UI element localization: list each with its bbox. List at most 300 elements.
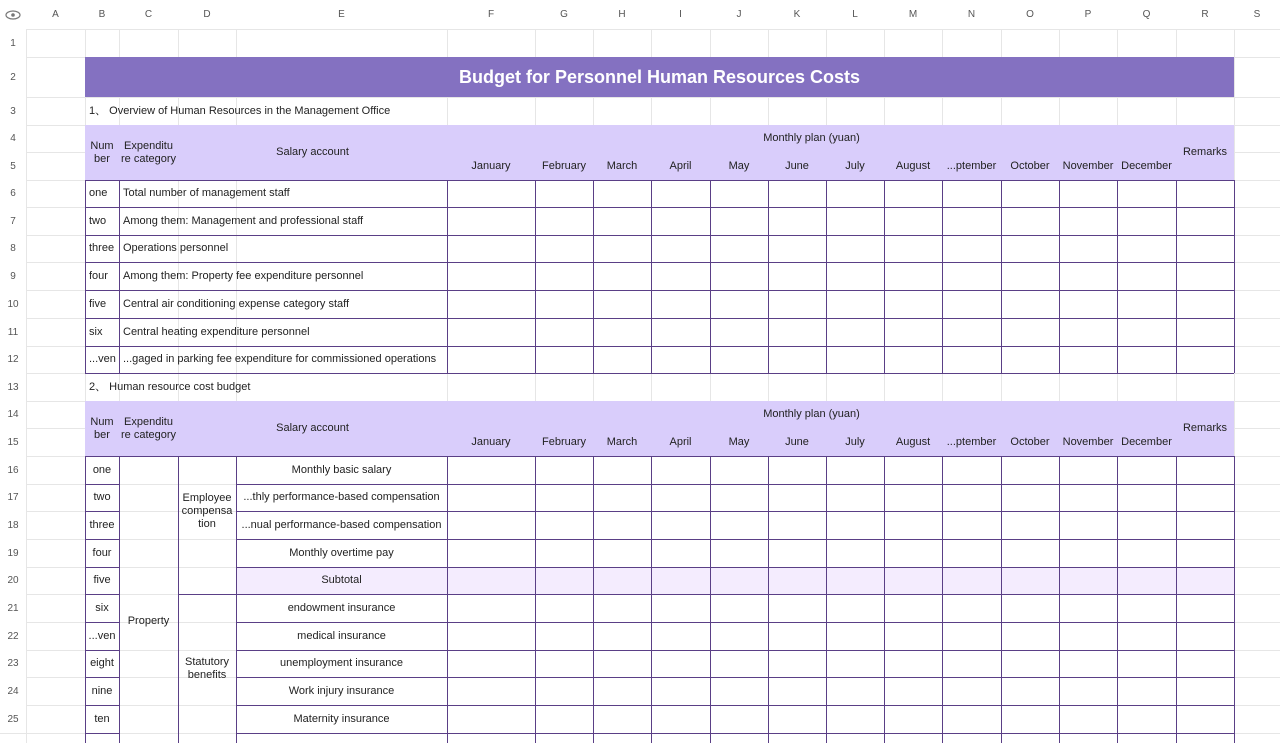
overview-cell[interactable] (1059, 180, 1117, 207)
overview-cell[interactable] (447, 318, 535, 346)
overview-cell[interactable] (1117, 207, 1176, 235)
budget-cell[interactable] (826, 705, 884, 733)
budget-row-label[interactable]: Monthly overtime pay (289, 546, 394, 559)
row-header-4[interactable]: 4 (0, 125, 26, 152)
budget-month-2[interactable]: February (541, 435, 587, 448)
budget-cell[interactable] (884, 677, 942, 705)
overview-cell[interactable] (826, 180, 884, 207)
overview-cell[interactable] (768, 235, 826, 262)
column-header-a[interactable]: A (26, 0, 85, 29)
budget-cell[interactable] (535, 594, 593, 622)
budget-cell[interactable] (1176, 677, 1234, 705)
budget-cell[interactable] (710, 484, 768, 511)
overview-cell[interactable] (1117, 235, 1176, 262)
overview-cell[interactable] (1176, 180, 1234, 207)
budget-row-number[interactable]: ...ven (88, 629, 116, 642)
budget-cell[interactable] (651, 539, 710, 567)
budget-cell[interactable] (942, 650, 1001, 677)
column-header-b[interactable]: B (85, 0, 119, 29)
overview-cell[interactable] (768, 262, 826, 290)
budget-row-label[interactable]: ...nual performance-based compensation (241, 518, 442, 531)
budget-cell[interactable] (651, 677, 710, 705)
overview-row-number[interactable]: four (89, 269, 108, 282)
overview-cell[interactable] (1176, 262, 1234, 290)
row-header-9[interactable]: 9 (0, 262, 26, 290)
row-header-2[interactable]: 2 (0, 57, 26, 97)
budget-cell[interactable] (651, 456, 710, 484)
overview-row-number[interactable]: ...ven (89, 353, 116, 365)
overview-cell[interactable] (651, 318, 710, 346)
column-header-h[interactable]: H (593, 0, 651, 29)
row-header-7[interactable]: 7 (0, 207, 26, 235)
overview-month-9[interactable]: ...ptember (946, 159, 997, 172)
overview-cell[interactable] (1117, 290, 1176, 318)
overview-cell[interactable] (942, 180, 1001, 207)
budget-cell[interactable] (942, 594, 1001, 622)
budget-cell[interactable] (447, 456, 535, 484)
budget-cell[interactable] (1176, 539, 1234, 567)
budget-cell[interactable] (593, 567, 651, 594)
budget-cell[interactable] (884, 511, 942, 539)
overview-cell[interactable] (593, 235, 651, 262)
budget-cell[interactable] (710, 677, 768, 705)
row-header-18[interactable]: 18 (0, 511, 26, 539)
budget-cell[interactable] (535, 677, 593, 705)
budget-row-label[interactable]: Monthly basic salary (291, 463, 392, 476)
column-header-g[interactable]: G (535, 0, 593, 29)
row-header-14[interactable]: 14 (0, 401, 26, 428)
budget-cell[interactable] (535, 705, 593, 733)
budget-category-header[interactable]: Expenditu re category (120, 415, 177, 441)
overview-cell[interactable] (593, 262, 651, 290)
overview-row-number[interactable]: six (89, 325, 103, 338)
budget-cell[interactable] (884, 705, 942, 733)
overview-cell[interactable] (1176, 235, 1234, 262)
budget-row-label[interactable]: endowment insurance (287, 601, 396, 614)
budget-row-label[interactable]: medical insurance (297, 629, 386, 642)
budget-cell[interactable] (826, 567, 884, 594)
overview-cell[interactable] (942, 318, 1001, 346)
budget-cell[interactable] (447, 511, 535, 539)
budget-cell[interactable] (447, 484, 535, 511)
budget-month-4[interactable]: April (669, 435, 692, 448)
column-header-n[interactable]: N (942, 0, 1001, 29)
overview-cell[interactable] (884, 235, 942, 262)
overview-category-header[interactable]: Expenditu re category (120, 139, 177, 165)
budget-cell[interactable] (1001, 484, 1059, 511)
budget-cell[interactable] (826, 677, 884, 705)
budget-cell[interactable] (942, 511, 1001, 539)
budget-cell[interactable] (1176, 650, 1234, 677)
budget-cell[interactable] (1176, 705, 1234, 733)
budget-month-3[interactable]: March (606, 435, 638, 448)
budget-cell[interactable] (1117, 484, 1176, 511)
budget-cell[interactable] (942, 456, 1001, 484)
budget-month-9[interactable]: ...ptember (946, 435, 997, 448)
budget-cell[interactable] (535, 539, 593, 567)
overview-cell[interactable] (651, 207, 710, 235)
budget-cell[interactable] (942, 539, 1001, 567)
column-header-s[interactable]: S (1234, 0, 1280, 29)
budget-cell[interactable] (884, 539, 942, 567)
overview-month-5[interactable]: May (728, 159, 750, 172)
budget-month-7[interactable]: July (845, 435, 865, 448)
budget-cell[interactable] (768, 484, 826, 511)
budget-cell[interactable] (768, 650, 826, 677)
overview-cell[interactable] (535, 207, 593, 235)
budget-cell[interactable] (1059, 677, 1117, 705)
overview-cell[interactable] (884, 207, 942, 235)
overview-cell[interactable] (535, 262, 593, 290)
budget-cell[interactable] (535, 567, 593, 594)
budget-cell[interactable] (1176, 594, 1234, 622)
budget-row-number[interactable]: five (93, 574, 111, 586)
overview-cell[interactable] (535, 235, 593, 262)
overview-cell[interactable] (1001, 180, 1059, 207)
overview-cell[interactable] (1176, 290, 1234, 318)
budget-cell[interactable] (1059, 567, 1117, 594)
overview-month-11[interactable]: November (1062, 159, 1114, 172)
row-header-12[interactable]: 12 (0, 346, 26, 373)
overview-cell[interactable] (942, 346, 1001, 373)
row-header-20[interactable]: 20 (0, 567, 26, 594)
overview-month-1[interactable]: January (471, 159, 511, 172)
budget-cell[interactable] (826, 484, 884, 511)
budget-cell[interactable] (593, 594, 651, 622)
budget-cell[interactable] (884, 567, 942, 594)
section-2-label[interactable]: 2、 Human resource cost budget (89, 380, 251, 393)
budget-cell[interactable] (1117, 456, 1176, 484)
budget-cell[interactable] (826, 622, 884, 650)
budget-cell[interactable] (1059, 705, 1117, 733)
row-header-22[interactable]: 22 (0, 622, 26, 650)
row-header-8[interactable]: 8 (0, 235, 26, 262)
overview-cell[interactable] (710, 290, 768, 318)
overview-monthly-plan-header[interactable]: Monthly plan (yuan) (763, 132, 860, 144)
budget-cell[interactable] (1059, 511, 1117, 539)
section-1-label[interactable]: 1、 Overview of Human Resources in the Management Office (89, 104, 391, 117)
budget-cell[interactable] (593, 650, 651, 677)
budget-cell[interactable] (651, 511, 710, 539)
budget-cell[interactable] (535, 511, 593, 539)
overview-row-number[interactable]: five (89, 297, 107, 310)
budget-cell[interactable] (1059, 456, 1117, 484)
overview-cell[interactable] (710, 207, 768, 235)
overview-salary-account-header[interactable]: Salary account (276, 146, 349, 158)
budget-cell[interactable] (651, 484, 710, 511)
budget-cell[interactable] (535, 622, 593, 650)
budget-cell[interactable] (651, 650, 710, 677)
overview-cell[interactable] (1059, 262, 1117, 290)
budget-cell[interactable] (942, 622, 1001, 650)
overview-cell[interactable] (826, 318, 884, 346)
budget-month-1[interactable]: January (471, 435, 511, 448)
overview-remarks-header[interactable]: Remarks (1182, 146, 1227, 158)
budget-row-label[interactable]: Work injury insurance (288, 684, 395, 697)
overview-cell[interactable] (768, 346, 826, 373)
budget-month-10[interactable]: October (1010, 435, 1050, 448)
overview-cell[interactable] (1117, 346, 1176, 373)
overview-cell[interactable] (651, 262, 710, 290)
overview-cell[interactable] (710, 180, 768, 207)
budget-month-6[interactable]: June (785, 435, 809, 448)
budget-cell[interactable] (1001, 511, 1059, 539)
budget-cell[interactable] (768, 511, 826, 539)
budget-cell[interactable] (1059, 622, 1117, 650)
budget-cell[interactable] (593, 484, 651, 511)
budget-cell[interactable] (1176, 484, 1234, 511)
overview-row-label[interactable]: Among them: Property fee expenditure personnel (123, 269, 364, 282)
overview-cell[interactable] (1117, 318, 1176, 346)
budget-cell[interactable] (1117, 622, 1176, 650)
overview-cell[interactable] (884, 262, 942, 290)
overview-cell[interactable] (1059, 346, 1117, 373)
overview-cell[interactable] (1117, 180, 1176, 207)
overview-cell[interactable] (651, 290, 710, 318)
row-header-17[interactable]: 17 (0, 484, 26, 511)
budget-cell[interactable] (1117, 567, 1176, 594)
overview-cell[interactable] (710, 262, 768, 290)
overview-cell[interactable] (535, 290, 593, 318)
budget-cell[interactable] (447, 594, 535, 622)
column-header-p[interactable]: P (1059, 0, 1117, 29)
budget-cell[interactable] (1117, 511, 1176, 539)
budget-cell[interactable] (535, 484, 593, 511)
budget-cell[interactable] (884, 456, 942, 484)
budget-cell[interactable] (768, 622, 826, 650)
row-header-23[interactable]: 23 (0, 650, 26, 677)
budget-cell[interactable] (768, 567, 826, 594)
row-header-5[interactable]: 5 (0, 152, 26, 180)
row-header-19[interactable]: 19 (0, 539, 26, 567)
overview-month-2[interactable]: February (541, 159, 587, 172)
row-header-10[interactable]: 10 (0, 290, 26, 318)
budget-cell[interactable] (710, 567, 768, 594)
overview-row-label[interactable]: ...gaged in parking fee expenditure for commissioned operations (123, 353, 437, 365)
overview-cell[interactable] (1059, 207, 1117, 235)
budget-row-number[interactable]: eight (90, 657, 114, 669)
overview-cell[interactable] (1001, 346, 1059, 373)
budget-cell[interactable] (1001, 677, 1059, 705)
overview-cell[interactable] (942, 235, 1001, 262)
budget-cell[interactable] (1117, 705, 1176, 733)
group-statutory-benefits[interactable]: Statutory benefits (184, 655, 230, 681)
column-header-r[interactable]: R (1176, 0, 1234, 29)
budget-month-11[interactable]: November (1062, 435, 1114, 448)
overview-cell[interactable] (884, 290, 942, 318)
budget-cell[interactable] (447, 567, 535, 594)
overview-cell[interactable] (1001, 207, 1059, 235)
overview-cell[interactable] (1176, 346, 1234, 373)
budget-cell[interactable] (1001, 539, 1059, 567)
overview-cell[interactable] (710, 235, 768, 262)
budget-cell[interactable] (884, 484, 942, 511)
budget-row-label[interactable]: ...thly performance-based compensation (243, 491, 440, 503)
overview-cell[interactable] (710, 346, 768, 373)
budget-cell[interactable] (768, 456, 826, 484)
column-header-l[interactable]: L (826, 0, 884, 29)
budget-row-label[interactable]: Maternity insurance (293, 712, 390, 725)
overview-month-10[interactable]: October (1010, 159, 1050, 172)
overview-row-label[interactable]: Operations personnel (123, 242, 229, 254)
category-property[interactable]: Property (127, 614, 170, 627)
overview-cell[interactable] (593, 207, 651, 235)
row-header-16[interactable]: 16 (0, 456, 26, 484)
budget-cell[interactable] (710, 594, 768, 622)
budget-cell[interactable] (651, 622, 710, 650)
overview-cell[interactable] (768, 318, 826, 346)
budget-cell[interactable] (1001, 567, 1059, 594)
overview-cell[interactable] (651, 346, 710, 373)
overview-cell[interactable] (1001, 262, 1059, 290)
overview-cell[interactable] (447, 180, 535, 207)
budget-cell[interactable] (1117, 539, 1176, 567)
row-header-13[interactable]: 13 (0, 373, 26, 401)
overview-cell[interactable] (768, 180, 826, 207)
budget-row-number[interactable]: one (92, 463, 112, 476)
overview-cell[interactable] (535, 346, 593, 373)
overview-row-number[interactable]: one (89, 187, 108, 199)
budget-cell[interactable] (1001, 622, 1059, 650)
overview-cell[interactable] (826, 290, 884, 318)
overview-cell[interactable] (593, 290, 651, 318)
budget-cell[interactable] (447, 539, 535, 567)
budget-month-5[interactable]: May (728, 435, 750, 448)
budget-cell[interactable] (1059, 594, 1117, 622)
overview-cell[interactable] (884, 346, 942, 373)
budget-month-8[interactable]: August (895, 435, 931, 448)
budget-row-number[interactable]: four (92, 546, 112, 559)
column-header-j[interactable]: J (710, 0, 768, 29)
overview-row-number[interactable]: two (89, 214, 107, 227)
budget-cell[interactable] (826, 650, 884, 677)
budget-cell[interactable] (447, 622, 535, 650)
overview-cell[interactable] (942, 290, 1001, 318)
overview-cell[interactable] (826, 262, 884, 290)
row-header-15[interactable]: 15 (0, 428, 26, 456)
column-header-d[interactable]: D (178, 0, 236, 29)
budget-cell[interactable] (651, 567, 710, 594)
budget-row-number[interactable]: nine (91, 684, 113, 697)
budget-cell[interactable] (710, 705, 768, 733)
budget-cell[interactable] (1001, 705, 1059, 733)
budget-number-header[interactable]: Num ber (90, 415, 114, 441)
overview-cell[interactable] (826, 346, 884, 373)
column-header-m[interactable]: M (884, 0, 942, 29)
budget-cell[interactable] (1176, 456, 1234, 484)
budget-monthly-plan-header[interactable]: Monthly plan (yuan) (763, 408, 860, 420)
overview-cell[interactable] (768, 290, 826, 318)
overview-cell[interactable] (1059, 290, 1117, 318)
column-header-o[interactable]: O (1001, 0, 1059, 29)
budget-cell[interactable] (1117, 650, 1176, 677)
overview-cell[interactable] (447, 346, 535, 373)
budget-cell[interactable] (884, 622, 942, 650)
column-header-q[interactable]: Q (1117, 0, 1176, 29)
budget-cell[interactable] (1176, 511, 1234, 539)
overview-cell[interactable] (447, 290, 535, 318)
budget-cell[interactable] (1059, 484, 1117, 511)
overview-cell[interactable] (447, 235, 535, 262)
overview-cell[interactable] (1176, 318, 1234, 346)
column-header-c[interactable]: C (119, 0, 178, 29)
budget-cell[interactable] (1117, 677, 1176, 705)
overview-cell[interactable] (1176, 207, 1234, 235)
budget-cell[interactable] (447, 650, 535, 677)
overview-row-label[interactable]: Total number of management staff (123, 187, 290, 199)
budget-cell[interactable] (593, 511, 651, 539)
overview-month-7[interactable]: July (845, 159, 865, 172)
overview-cell[interactable] (1059, 318, 1117, 346)
budget-cell[interactable] (447, 705, 535, 733)
overview-row-label[interactable]: Central heating expenditure personnel (123, 325, 310, 338)
budget-cell[interactable] (651, 705, 710, 733)
budget-cell[interactable] (1001, 594, 1059, 622)
budget-cell[interactable] (1001, 456, 1059, 484)
budget-cell[interactable] (710, 650, 768, 677)
overview-cell[interactable] (651, 180, 710, 207)
column-header-f[interactable]: F (447, 0, 535, 29)
overview-cell[interactable] (1001, 235, 1059, 262)
overview-cell[interactable] (651, 235, 710, 262)
group-employee-compensation[interactable]: Employee compensa tion (181, 492, 233, 530)
budget-row-number[interactable]: six (95, 601, 109, 614)
budget-cell[interactable] (942, 484, 1001, 511)
budget-cell[interactable] (1059, 650, 1117, 677)
overview-cell[interactable] (1001, 290, 1059, 318)
budget-cell[interactable] (1176, 567, 1234, 594)
budget-remarks-header[interactable]: Remarks (1182, 422, 1227, 434)
overview-cell[interactable] (884, 180, 942, 207)
overview-cell[interactable] (826, 235, 884, 262)
overview-cell[interactable] (1001, 318, 1059, 346)
overview-row-label[interactable]: Central air conditioning expense category staff (123, 297, 350, 310)
overview-cell[interactable] (826, 207, 884, 235)
overview-cell[interactable] (942, 207, 1001, 235)
budget-cell[interactable] (768, 594, 826, 622)
overview-month-6[interactable]: June (785, 159, 809, 172)
overview-row-label[interactable]: Among them: Management and professional staff (123, 214, 364, 227)
budget-cell[interactable] (826, 539, 884, 567)
overview-cell[interactable] (535, 318, 593, 346)
budget-cell[interactable] (1176, 622, 1234, 650)
budget-cell[interactable] (826, 456, 884, 484)
budget-cell[interactable] (535, 650, 593, 677)
budget-cell[interactable] (535, 456, 593, 484)
overview-cell[interactable] (884, 318, 942, 346)
select-all-corner[interactable] (0, 0, 26, 29)
budget-month-12[interactable]: December (1121, 435, 1172, 448)
overview-cell[interactable] (447, 207, 535, 235)
overview-cell[interactable] (942, 262, 1001, 290)
budget-row-number[interactable]: ten (94, 712, 110, 725)
budget-cell[interactable] (942, 705, 1001, 733)
budget-cell[interactable] (710, 511, 768, 539)
budget-cell[interactable] (942, 567, 1001, 594)
budget-cell[interactable] (884, 594, 942, 622)
budget-cell[interactable] (1059, 539, 1117, 567)
budget-cell[interactable] (884, 650, 942, 677)
budget-cell[interactable] (826, 511, 884, 539)
budget-cell[interactable] (593, 677, 651, 705)
overview-month-12[interactable]: December (1121, 159, 1172, 172)
budget-salary-account-header[interactable]: Salary account (276, 422, 349, 434)
row-header-6[interactable]: 6 (0, 180, 26, 207)
overview-cell[interactable] (710, 318, 768, 346)
column-header-i[interactable]: I (651, 0, 710, 29)
budget-cell[interactable] (593, 705, 651, 733)
overview-cell[interactable] (768, 207, 826, 235)
